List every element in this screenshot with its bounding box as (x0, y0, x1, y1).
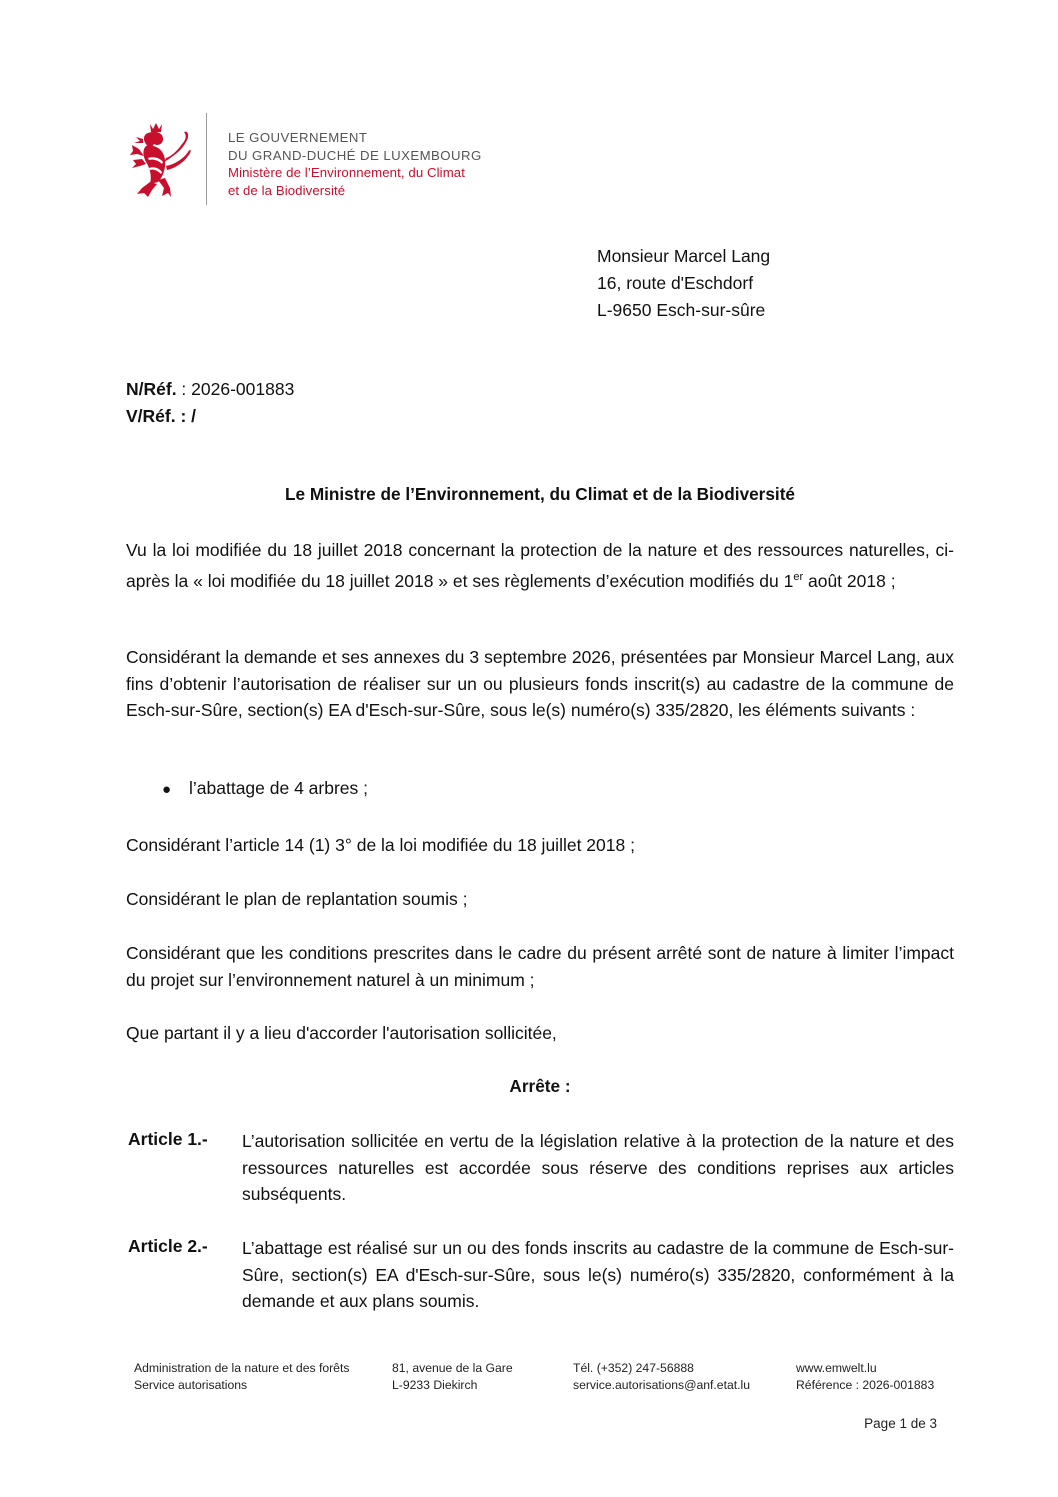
footer-service-name: Service autorisations (134, 1377, 248, 1392)
article-1-text: L’autorisation sollicitée en vertu de la législation relative à la protection de la nature et des ressources naturelles est accordée sous réserve des conditions reprises aux articles subséquents. (242, 1131, 954, 1204)
paragraph-considerant-conditions: Considérant que les conditions prescrites dans le cadre du présent arrêté sont de nature à limiter l’impact du projet sur l’environnement naturel à un minimum ; (126, 943, 954, 990)
luxembourg-lion-logo (130, 122, 192, 198)
footer-administration-name: Administration de la nature et des forêts (134, 1361, 350, 1375)
footer-reference: Référence : 2026-001883 (796, 1377, 935, 1392)
decree-heading: Arrête : (509, 1076, 571, 1096)
our-reference-value: : 2026-001883 (176, 379, 295, 399)
footer-column-administration (134, 1360, 349, 1393)
paragraph-1-end: août 2018 ; (803, 570, 896, 591)
footer-city: L-9233 Diekirch (392, 1377, 478, 1392)
references (126, 376, 294, 430)
letterhead-line-2: DU GRAND-DUCHÉ DE LUXEMBOURG (228, 147, 482, 163)
footer-phone: Tél. (+352) 247-56888 (573, 1361, 694, 1375)
letterhead-divider (206, 113, 207, 205)
our-reference (126, 376, 294, 403)
your-reference (126, 403, 294, 430)
footer-column-address (392, 1360, 513, 1393)
our-reference-label: N/Réf. (126, 379, 177, 399)
recipient-address (597, 243, 770, 324)
letterhead-text (228, 129, 482, 199)
footer-email: service.autorisations@anf.etat.lu (573, 1377, 750, 1392)
page-number: Page 1 de 3 (864, 1416, 937, 1431)
article-2-label: Article 2.- (128, 1236, 208, 1256)
bullet-icon: ● (162, 781, 172, 798)
footer-column-web (796, 1360, 934, 1393)
recipient-street: 16, route d'Eschdorf (597, 273, 754, 293)
footer-website: www.emwelt.lu (796, 1361, 877, 1375)
letterhead-line-3: Ministère de l’Environnement, du Climat (228, 165, 465, 180)
bullet-item: l’abattage de 4 arbres ; (189, 778, 369, 798)
footer-street: 81, avenue de la Gare (392, 1361, 513, 1375)
paragraph-1-superscript: er (793, 570, 804, 583)
footer-column-contact (573, 1360, 750, 1393)
recipient-name: Monsieur Marcel Lang (597, 246, 771, 266)
paragraph-que-partant: Que partant il y a lieu d'accorder l'autorisation sollicitée, (126, 1023, 557, 1043)
your-reference-label: V/Réf. : / (126, 406, 197, 426)
paragraph-considerant-demande: Considérant la demande et ses annexes du 3 septembre 2026, présentées par Monsieur Marcel Lang, aux fins d’obtenir l’autorisation de réaliser sur un ou plusieurs fonds inscrit(s) au cadastre de la commune de Esch-sur-Sûre, section(s) EA d'Esch-sur-Sûre, sous le(s) numéro(s) 335/2820, les éléments suivants : (126, 647, 954, 720)
article-2-text: L’abattage est réalisé sur un ou des fonds inscrits au cadastre de la commune de Esch-sur-Sûre, section(s) EA d'Esch-sur-Sûre, sous le(s) numéro(s) 335/2820, conformément à la demande et aux plans soumis. (242, 1238, 954, 1311)
paragraph-considerant-plan: Considérant le plan de replantation soumis ; (126, 889, 468, 909)
article-1-label: Article 1.- (128, 1129, 208, 1149)
letterhead-line-1: LE GOUVERNEMENT (228, 130, 368, 145)
document-title: Le Ministre de l’Environnement, du Climat et de la Biodiversité (284, 484, 795, 504)
paragraph-considerant-article: Considérant l’article 14 (1) 3° de la loi modifiée du 18 juillet 2018 ; (126, 835, 635, 855)
letterhead-line-4: et de la Biodiversité (228, 182, 346, 198)
paragraph-vu-la-loi (126, 537, 954, 594)
paragraph-1-text: Vu la loi modifiée du 18 juillet 2018 concernant la protection de la nature et des ressources naturelles, ci-après la « loi modifiée du 18 juillet 2018 » et ses règlements d’exécution modifiés du 1 (126, 540, 954, 591)
recipient-city: L-9650 Esch-sur-sûre (597, 300, 766, 320)
